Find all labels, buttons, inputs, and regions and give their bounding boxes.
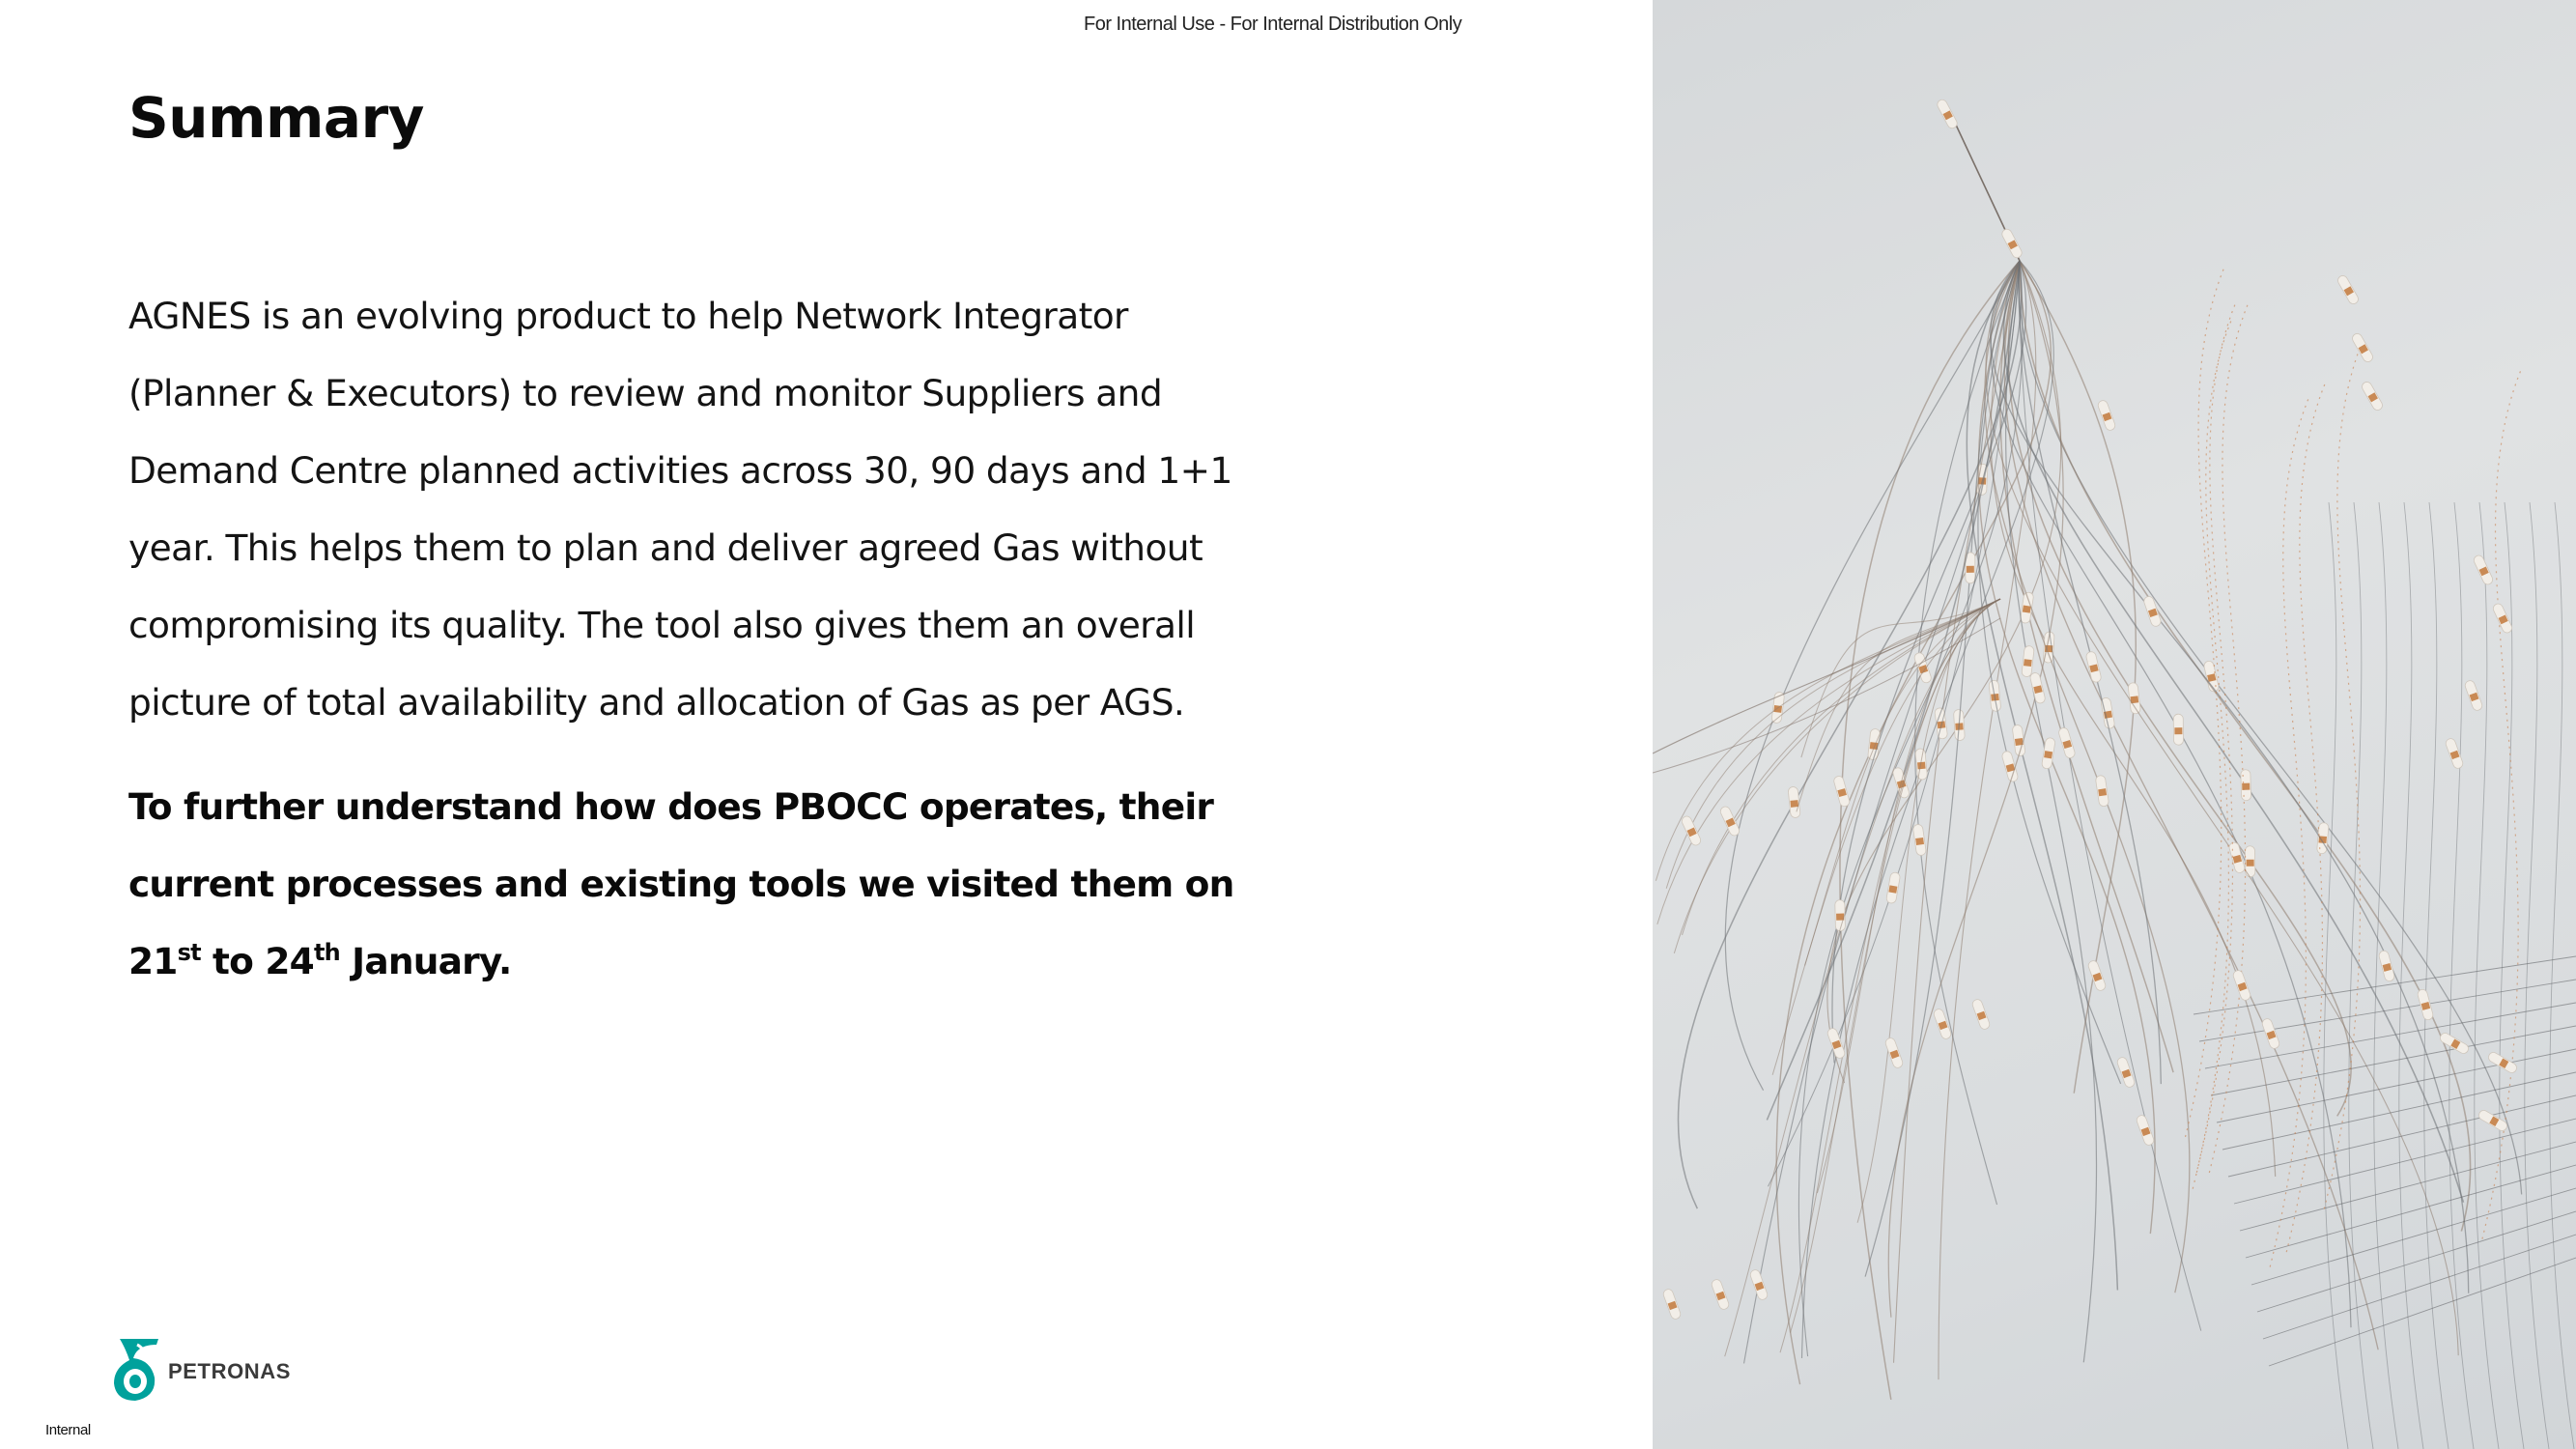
wire-line <box>1725 261 2020 1091</box>
wire-node <box>2001 751 2019 783</box>
slide-body <box>128 277 1268 1000</box>
wire-node <box>1971 998 1991 1030</box>
wire-node <box>2417 988 2434 1020</box>
wire-node <box>1662 1288 1682 1320</box>
wire-sculpture-image <box>1653 0 2576 1449</box>
wire-node <box>1936 99 1959 130</box>
visit-text-part-1: To further understand how does PBOCC operates, their current processes and existing tools we visited them on 21 <box>128 785 1234 982</box>
wire-line <box>2199 980 2576 1041</box>
wire-node <box>2487 1051 2519 1075</box>
wire-line <box>1683 599 2000 935</box>
wire-line <box>2257 1211 2576 1312</box>
wire-line <box>2349 502 2373 1449</box>
wire-node <box>2445 737 2464 769</box>
wire-node <box>2136 1114 2155 1146</box>
wire-node <box>2232 969 2251 1001</box>
wire-node <box>2336 274 2361 306</box>
wire-node <box>2057 726 2076 759</box>
wire-line <box>2003 261 2463 1203</box>
wire-node <box>1885 871 1900 903</box>
wire-line <box>2228 1095 2576 1177</box>
wire-line <box>1678 261 2021 1208</box>
wire-line <box>2324 502 2348 1449</box>
wire-node <box>2142 595 2162 628</box>
wire-line <box>2500 502 2524 1449</box>
wire-node <box>2492 602 2514 634</box>
wire-node <box>2261 1017 2280 1049</box>
wire-line <box>1791 599 2000 1333</box>
visit-text-part-2: to 24 <box>200 940 314 982</box>
wire-line <box>2006 261 2097 1362</box>
wire-line <box>2020 261 2471 1232</box>
petronas-logo-icon <box>108 1335 162 1408</box>
wire-line <box>1991 261 2351 1327</box>
summary-paragraph: AGNES is an evolving product to help Network Integrator (Planner & Executors) to review and monitor Suppliers and Demand Centre planned activities across 30, 90 days and 1+1 year. This helps them to plan and deliver agreed Gas without compromising its quality. The tool also gives them an overall picture of total availability and allocation of Gas as per AGS. <box>128 295 1232 724</box>
ordinal-suffix-2: th <box>313 939 340 966</box>
wire-line <box>2525 502 2549 1449</box>
wire-node <box>1719 805 1741 837</box>
wire-line <box>1915 261 2020 1205</box>
wire-line <box>1967 261 2117 1291</box>
slide-title: Summary <box>128 85 424 151</box>
wire-node <box>1833 775 1851 808</box>
wire-node <box>2029 672 2046 704</box>
wire-node <box>2022 645 2035 677</box>
wire-node <box>2473 554 2495 585</box>
wire-line <box>1653 618 2000 773</box>
dotted-filament <box>2286 384 2325 1254</box>
petronas-wordmark: PETRONAS <box>168 1359 292 1383</box>
wire-line <box>1772 599 2000 1075</box>
wire-node <box>1826 1027 1846 1059</box>
header-classification-label: For Internal Use - For Internal Distribution Only <box>1084 14 1462 35</box>
wire-node <box>1835 900 1846 931</box>
wire-node <box>1912 824 1926 856</box>
wire-line <box>1817 599 2000 1193</box>
wire-node <box>2087 959 2107 991</box>
visit-text-part-3: January. <box>339 940 512 982</box>
dotted-filament <box>2196 305 2235 1175</box>
wire-line <box>2550 502 2574 1449</box>
wire-node <box>1913 652 1933 685</box>
wire-node <box>2351 332 2375 364</box>
wire-node <box>2378 950 2395 981</box>
footer-classification-label: Internal <box>45 1422 91 1438</box>
wire-node <box>1749 1268 1769 1300</box>
wire-line <box>2205 1003 2576 1068</box>
wire-node <box>2095 775 2109 807</box>
wire-node <box>2361 381 2385 412</box>
wire-node <box>2000 228 2024 260</box>
ordinal-suffix-1: st <box>177 939 201 966</box>
dotted-filament <box>2481 371 2520 1240</box>
wire-line <box>2251 1188 2576 1285</box>
wire-line <box>1991 261 2469 1293</box>
wire-node <box>2085 651 2102 683</box>
wire-node <box>1788 786 1800 818</box>
wire-node <box>1884 1037 1904 1068</box>
petronas-logo <box>108 1335 291 1408</box>
wire-node <box>2128 682 2141 714</box>
dotted-filament <box>2185 270 2223 1139</box>
wire-line <box>2449 502 2474 1449</box>
wire-node <box>2116 1056 2136 1088</box>
wire-node <box>2173 714 2183 745</box>
wire-line <box>2475 502 2499 1449</box>
wire-line <box>1939 261 2036 1379</box>
wire-line <box>1666 599 2000 889</box>
wire-node <box>2241 770 2251 801</box>
wire-node <box>1711 1278 1730 1310</box>
dotted-filament <box>2324 341 2363 1210</box>
wire-node <box>2464 679 2483 711</box>
wire-line <box>2019 261 2522 1194</box>
visit-paragraph <box>128 768 1268 1000</box>
